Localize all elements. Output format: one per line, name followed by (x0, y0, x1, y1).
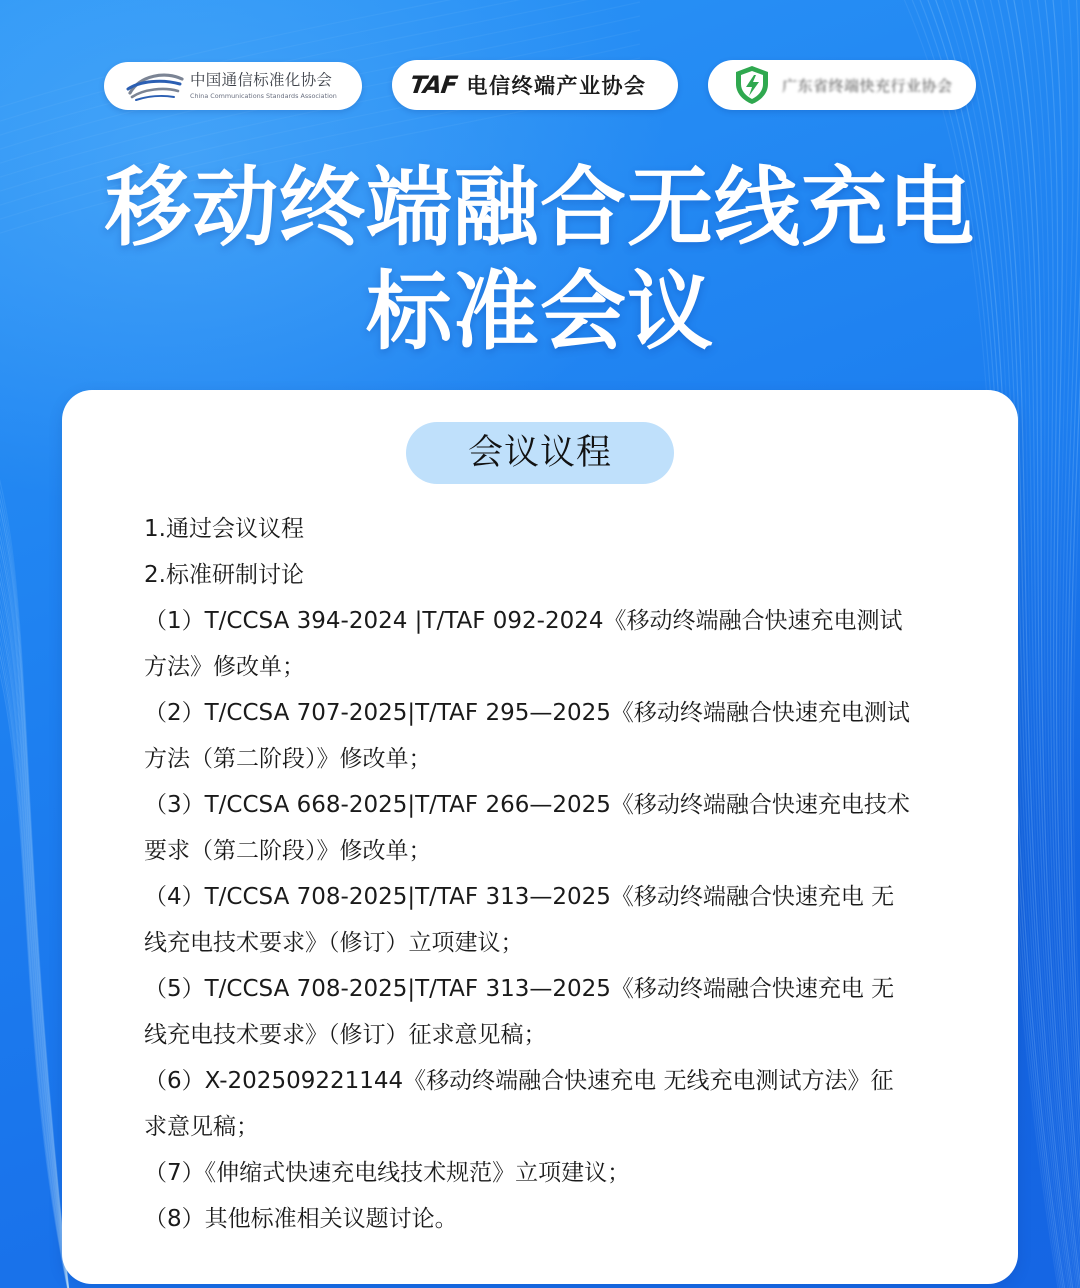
agenda-heading: 会议议程 (406, 422, 674, 484)
green-shield-lightning-icon (732, 64, 772, 106)
agenda-line: （2）T/CCSA 707-2025|T/TAF 295—2025《移动终端融合快速充电测试 (144, 700, 910, 726)
agenda-line: （5）T/CCSA 708-2025|T/TAF 313—2025《移动终端融合快速充电 无 (144, 976, 895, 1002)
agenda-line: 线充电技术要求》（修订）立项建议； (144, 930, 524, 956)
agenda-item (144, 690, 1004, 782)
agenda-line: （7）《伸缩式快速充电线技术规范》立项建议； (144, 1160, 631, 1186)
agenda-line: （1）T/CCSA 394-2024 |T/TAF 092-2024《移动终端融合快速充电测试 (144, 608, 903, 634)
agenda-line: 求意见稿； (144, 1114, 259, 1140)
agenda-line: （3）T/CCSA 668-2025|T/TAF 266—2025《移动终端融合快速充电技术 (144, 792, 910, 818)
agenda-line: 方法》修改单； (144, 654, 305, 680)
agenda-item (144, 1150, 1004, 1196)
agenda-line: 要求（第二阶段）》修改单； (144, 838, 432, 864)
agenda-list (144, 506, 1004, 1242)
swoosh-logo-icon (126, 69, 184, 103)
page-title-line-1: 移动终端融合无线充电 (105, 158, 975, 258)
agenda-item (144, 874, 1004, 966)
agenda-line: 方法（第二阶段）》修改单； (144, 746, 432, 772)
agenda-line: （4）T/CCSA 708-2025|T/TAF 313—2025《移动终端融合快速充电 无 (144, 884, 895, 910)
agenda-item (144, 552, 1004, 598)
taf-mark: TAF (408, 71, 459, 99)
taf-name: 电信终端产业协会 (466, 74, 647, 98)
agenda-item (144, 506, 1004, 552)
gd-name: 广东省终端快充行业协会 (782, 76, 953, 95)
ccsa-subtitle: China Communications Standards Association (190, 91, 337, 100)
agenda-item (144, 1058, 1004, 1150)
taf-logo-badge (392, 60, 678, 110)
agenda-line: （6）X-202509221144《移动终端融合快速充电 无线充电测试方法》征 (144, 1068, 894, 1094)
gd-logo-badge (708, 60, 976, 110)
agenda-item (144, 598, 1004, 690)
agenda-item (144, 1196, 1004, 1242)
page-title-line-2: 标准会议 (366, 262, 714, 362)
ccsa-name: 中国通信标准化协会 (190, 71, 333, 90)
agenda-line: 1.通过会议议程 (144, 516, 304, 542)
ccsa-logo-badge (104, 62, 362, 110)
agenda-line: 2.标准研制讨论 (144, 562, 304, 588)
agenda-item (144, 966, 1004, 1058)
ccsa-logo-text (190, 73, 337, 99)
agenda-item (144, 782, 1004, 874)
agenda-line: 线充电技术要求》（修订）征求意见稿； (144, 1022, 547, 1048)
agenda-line: （8）其他标准相关议题讨论。 (144, 1206, 458, 1232)
background-wave-line (0, 465, 70, 1288)
